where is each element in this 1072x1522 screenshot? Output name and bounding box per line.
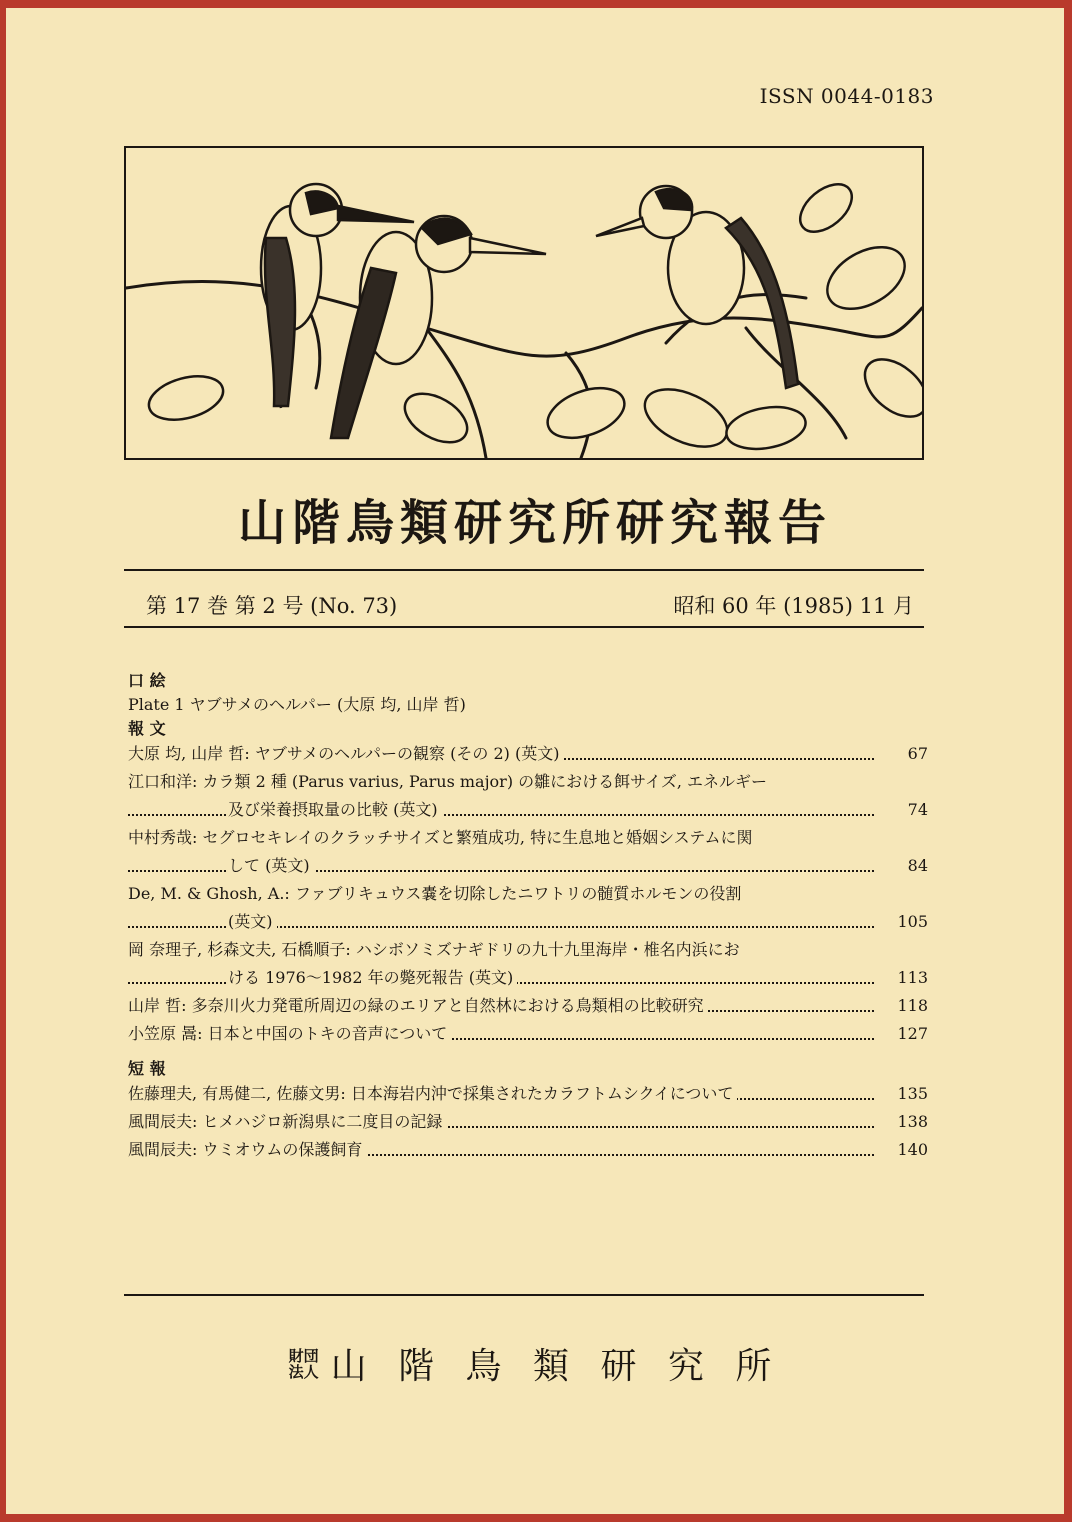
article-title: 山岸 哲: 多奈川火力発電所周辺の緑のエリアと自然林における鳥類相の比較研究	[128, 996, 708, 1015]
kingfisher-birds-icon	[126, 148, 922, 458]
table-of-contents	[128, 670, 928, 1164]
article-entry	[128, 880, 928, 936]
section-frontispiece: 口 絵	[128, 671, 166, 690]
page-number: 84	[880, 852, 928, 880]
page-number: 67	[880, 740, 928, 768]
publisher	[6, 1338, 1064, 1389]
page-number: 138	[880, 1108, 928, 1136]
plate-entry: Plate 1 ヤブサメのヘルパー (大原 均, 山岸 哲)	[128, 695, 466, 714]
journal-cover	[6, 8, 1064, 1514]
article-entry	[128, 1020, 928, 1048]
article-title-cont: して (英文)	[228, 856, 314, 875]
page-number: 118	[880, 992, 928, 1020]
publisher-name: 山 階 鳥 類 研 究 所	[330, 1346, 782, 1387]
article-entry	[128, 992, 928, 1020]
report-title: 佐藤理夫, 有馬健二, 佐藤文男: 日本海岩内沖で採集されたカラフトムシクイについて	[128, 1084, 737, 1103]
article-title: 小笠原 暠: 日本と中国のトキの音声について	[128, 1024, 451, 1043]
page-number: 74	[880, 796, 928, 824]
short-report-entry	[128, 1108, 928, 1136]
page-number: 127	[880, 1020, 928, 1048]
short-report-entry	[128, 1080, 928, 1108]
page-number: 135	[880, 1080, 928, 1108]
journal-title: 山階鳥類研究所研究報告	[237, 495, 832, 551]
report-title: 風間辰夫: ヒメハジロ新潟県に二度目の記録	[128, 1112, 446, 1131]
article-title: De, M. & Ghosh, A.: ファブリキュウス嚢を切除したニワトリの髄質ホルモンの役割	[128, 884, 745, 903]
corp-line2: 法人	[288, 1362, 319, 1381]
page-number: 105	[880, 908, 928, 936]
article-title: 中村秀哉: セグロセキレイのクラッチサイズと繁殖成功, 特に生息地と婚姻システムに関	[128, 828, 757, 847]
article-entry	[128, 740, 928, 768]
article-title-cont: (英文)	[228, 912, 277, 931]
section-articles: 報 文	[128, 719, 166, 738]
kingfisher-illustration	[124, 146, 924, 460]
section-short-reports: 短 報	[128, 1059, 166, 1078]
issn-number: ISSN 0044-0183	[759, 84, 934, 108]
corp-line1: 財団	[288, 1346, 319, 1365]
article-title: 岡 奈理子, 杉森文夫, 石橋順子: ハシボソミズナギドリの九十九里海岸・椎名内浜にお	[128, 940, 744, 959]
article-title: 大原 均, 山岸 哲: ヤブサメのヘルパーの観察 (その 2) (英文)	[128, 744, 563, 763]
divider-footer	[124, 1294, 924, 1296]
article-title-cont: ける 1976～1982 年の斃死報告 (英文)	[228, 968, 517, 987]
corporation-type	[289, 1348, 319, 1380]
issue-date: 昭和 60 年 (1985) 11 月	[673, 594, 914, 618]
report-title: 風間辰夫: ウミオウムの保護飼育	[128, 1140, 366, 1159]
short-report-entry	[128, 1136, 928, 1164]
divider-top	[124, 569, 924, 571]
page-number: 113	[880, 964, 928, 992]
page-number: 140	[880, 1136, 928, 1164]
article-title-cont: 及び栄養摂取量の比較 (英文)	[228, 800, 442, 819]
article-entry	[128, 824, 928, 880]
article-entry	[128, 768, 928, 824]
divider-bottom	[124, 626, 924, 628]
article-title: 江口和洋: カラ類 2 種 (Parus varius, Parus major) の雛における餌サイズ, エネルギー	[128, 772, 771, 791]
volume-number: 第 17 巻 第 2 号 (No. 73)	[146, 594, 398, 618]
article-entry	[128, 936, 928, 992]
